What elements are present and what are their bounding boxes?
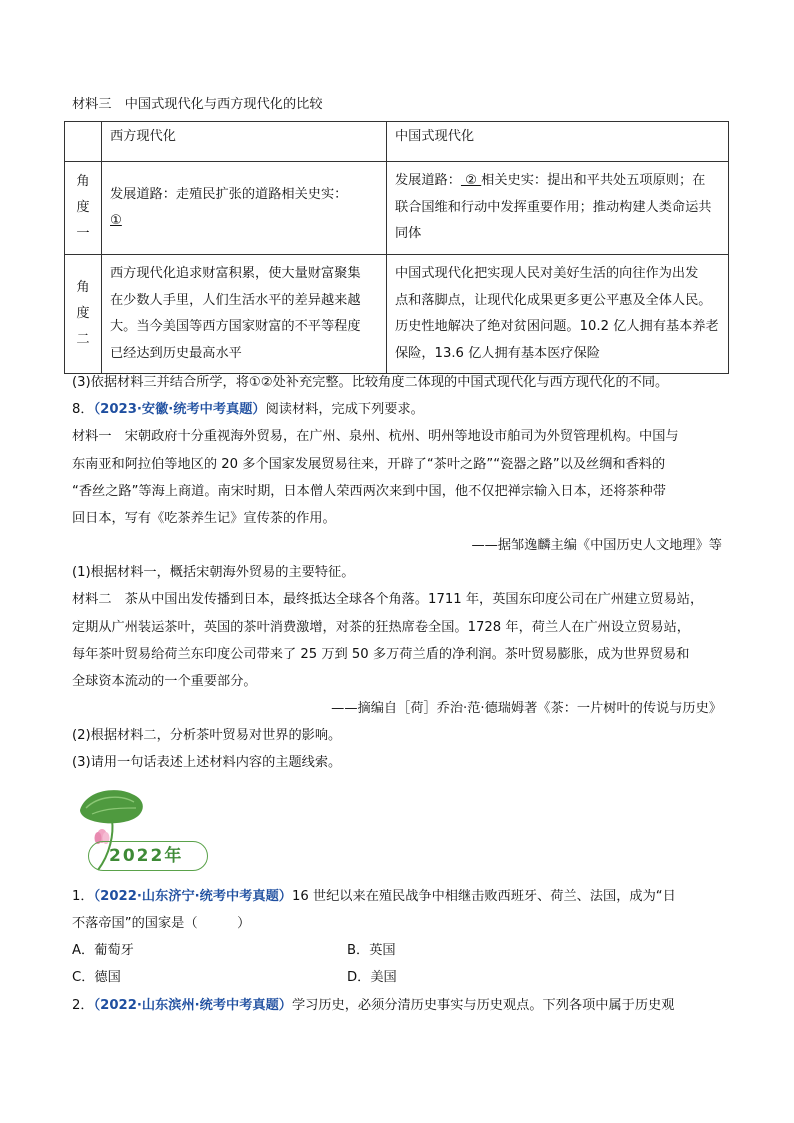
material3-caption: 材料三 中国式现代化与西方现代化的比较: [72, 97, 323, 112]
question-1-stem: 16 世纪以来在殖民战争中相继击败西班牙、荷兰、法国，成为“日: [291, 889, 676, 904]
west-line: 已经达到历史最高水平: [110, 345, 242, 361]
angle-one-char-3: 一: [76, 226, 90, 241]
question-3-material3: (3)依据材料三并结合所学，将①②处补充完整。比较角度二体现的中国式现代化与西方现代化的不同。: [72, 375, 669, 390]
header-corner-cell: [65, 122, 102, 162]
question-1-2022-line-2: 不落帝国”的国家是（ ）: [72, 916, 251, 931]
angle-two-char-1: 角: [76, 280, 90, 295]
west-line: 西方现代化追求财富积累，使大量财富聚集: [110, 266, 361, 281]
table-row-angle-2: [65, 255, 729, 374]
angle-one-char-2: 度: [76, 200, 90, 215]
west-angle-two-cell: [102, 255, 387, 374]
material2-line: 材料二 茶从中国出发传播到日本，最终抵达全球各个角落。1711 年，英国东印度公司在广州建立贸易站，: [72, 592, 704, 607]
question-8-source-tag: （2023·安徽·统考中考真题）: [93, 402, 266, 417]
option-b[interactable]: B．英国: [347, 943, 396, 958]
table-header-row: [65, 122, 729, 162]
china-line: 中国式现代化把实现人民对美好生活的向往作为出发: [395, 266, 699, 281]
material1-line: “香丝之路”等海上商道。南宋时期，日本僧人荣西两次来到中国，他不仅把禅宗输入日本，还将茶种带: [72, 484, 666, 499]
material2-line: 全球资本流动的一个重要部分。: [72, 674, 257, 689]
material2-source: ——摘编自［荷］乔治·范·德瑞姆著《茶：一片树叶的传说与历史》: [331, 701, 722, 716]
china-facts-label: 相关史实：提出和平共处五项原则；在: [481, 173, 706, 189]
question-8-intro: 阅读材料，完成下列要求。: [265, 402, 424, 417]
question-8-part-2: (2)根据材料二，分析茶叶贸易对世界的影响。: [72, 728, 342, 743]
angle-two-label: [65, 255, 102, 374]
question-1-2022-line-1: [72, 887, 676, 907]
year-section-title: 2022年: [109, 846, 184, 866]
blank-2: ②: [460, 173, 482, 189]
blank-1: ①: [110, 213, 122, 228]
question-1-source-tag: （2022·山东济宁·统考中考真题）: [93, 889, 292, 904]
angle-one-label: [65, 162, 102, 255]
angle-two-char-3: 二: [76, 332, 90, 347]
header-china: 中国式现代化: [387, 122, 729, 162]
option-d[interactable]: D．美国: [347, 970, 397, 985]
material2-line: 每年茶叶贸易给荷兰东印度公司带来了 25 万到 50 多万荷兰盾的净利润。茶叶贸易膨胀，成为世界贸易和: [72, 647, 690, 662]
material1-line: 东南亚和阿拉伯等地区的 20 多个国家发展贸易往来，开辟了“茶叶之路”“瓷器之路”以及丝绸和香料的: [72, 457, 666, 472]
option-c[interactable]: C．德国: [72, 970, 121, 985]
china-line: 保险，13.6 亿人拥有基本医疗保险: [395, 345, 600, 361]
material2-line: 定期从广州装运茶叶，英国的茶叶消费激增，对茶的狂热席卷全国。1728 年，荷兰人在广州设立贸易站，: [72, 620, 690, 635]
comparison-table: [64, 121, 729, 374]
material1-line: 回日本，写有《吃茶养生记》宣传茶的作用。: [72, 511, 336, 526]
question-1-number: 1．: [72, 889, 94, 904]
angle-one-char-1: 角: [76, 174, 90, 189]
material1-line: 材料一 宋朝政府十分重视海外贸易，在广州、泉州、杭州、明州等地设市舶司为外贸管理机构。中国与: [72, 429, 679, 444]
question-2-2022-line-1: [72, 996, 674, 1016]
header-west: 西方现代化: [102, 122, 387, 162]
china-line: 点和落脚点，让现代化成果更多更公平惠及全体人民。: [395, 292, 712, 308]
china-facts-line-2: 联合国维和行动中发挥重要作用；推动构建人类命运共: [395, 199, 712, 215]
west-angle-one-cell: [102, 162, 387, 255]
question-8-number: 8．: [72, 402, 94, 417]
question-2-source-tag: （2022·山东滨州·统考中考真题）: [93, 998, 292, 1013]
china-angle-two-cell: [387, 255, 729, 374]
west-line: 在少数人手里，人们生活水平的差异越来越: [110, 292, 361, 308]
china-angle-one-cell: [387, 162, 729, 255]
question-8-part-3: (3)请用一句话表述上述材料内容的主题线索。: [72, 755, 342, 770]
question-8-part-1: (1)根据材料一，概括宋朝海外贸易的主要特征。: [72, 565, 355, 580]
option-a[interactable]: A．葡萄牙: [72, 943, 134, 958]
angle-two-char-2: 度: [76, 306, 90, 321]
question-8-header: [72, 400, 424, 420]
question-2-stem: 学习历史，必须分清历史事实与历史观点。下列各项中属于历史观: [291, 998, 675, 1013]
material1-source: ——据邹逸麟主编《中国历史人文地理》等: [471, 538, 722, 553]
china-line: 历史性地解决了绝对贫困问题。10.2 亿人拥有基本养老: [395, 319, 719, 334]
west-line: 大。当今美国等西方国家财富的不平等程度: [110, 319, 361, 334]
table-row-angle-1: [65, 162, 729, 255]
china-path-label: 发展道路：: [395, 173, 461, 189]
west-angle-one-text: 发展道路：走殖民扩张的道路相关史实：: [110, 186, 348, 202]
china-facts-line-3: 同体: [395, 226, 422, 242]
question-2-number: 2．: [72, 998, 94, 1013]
